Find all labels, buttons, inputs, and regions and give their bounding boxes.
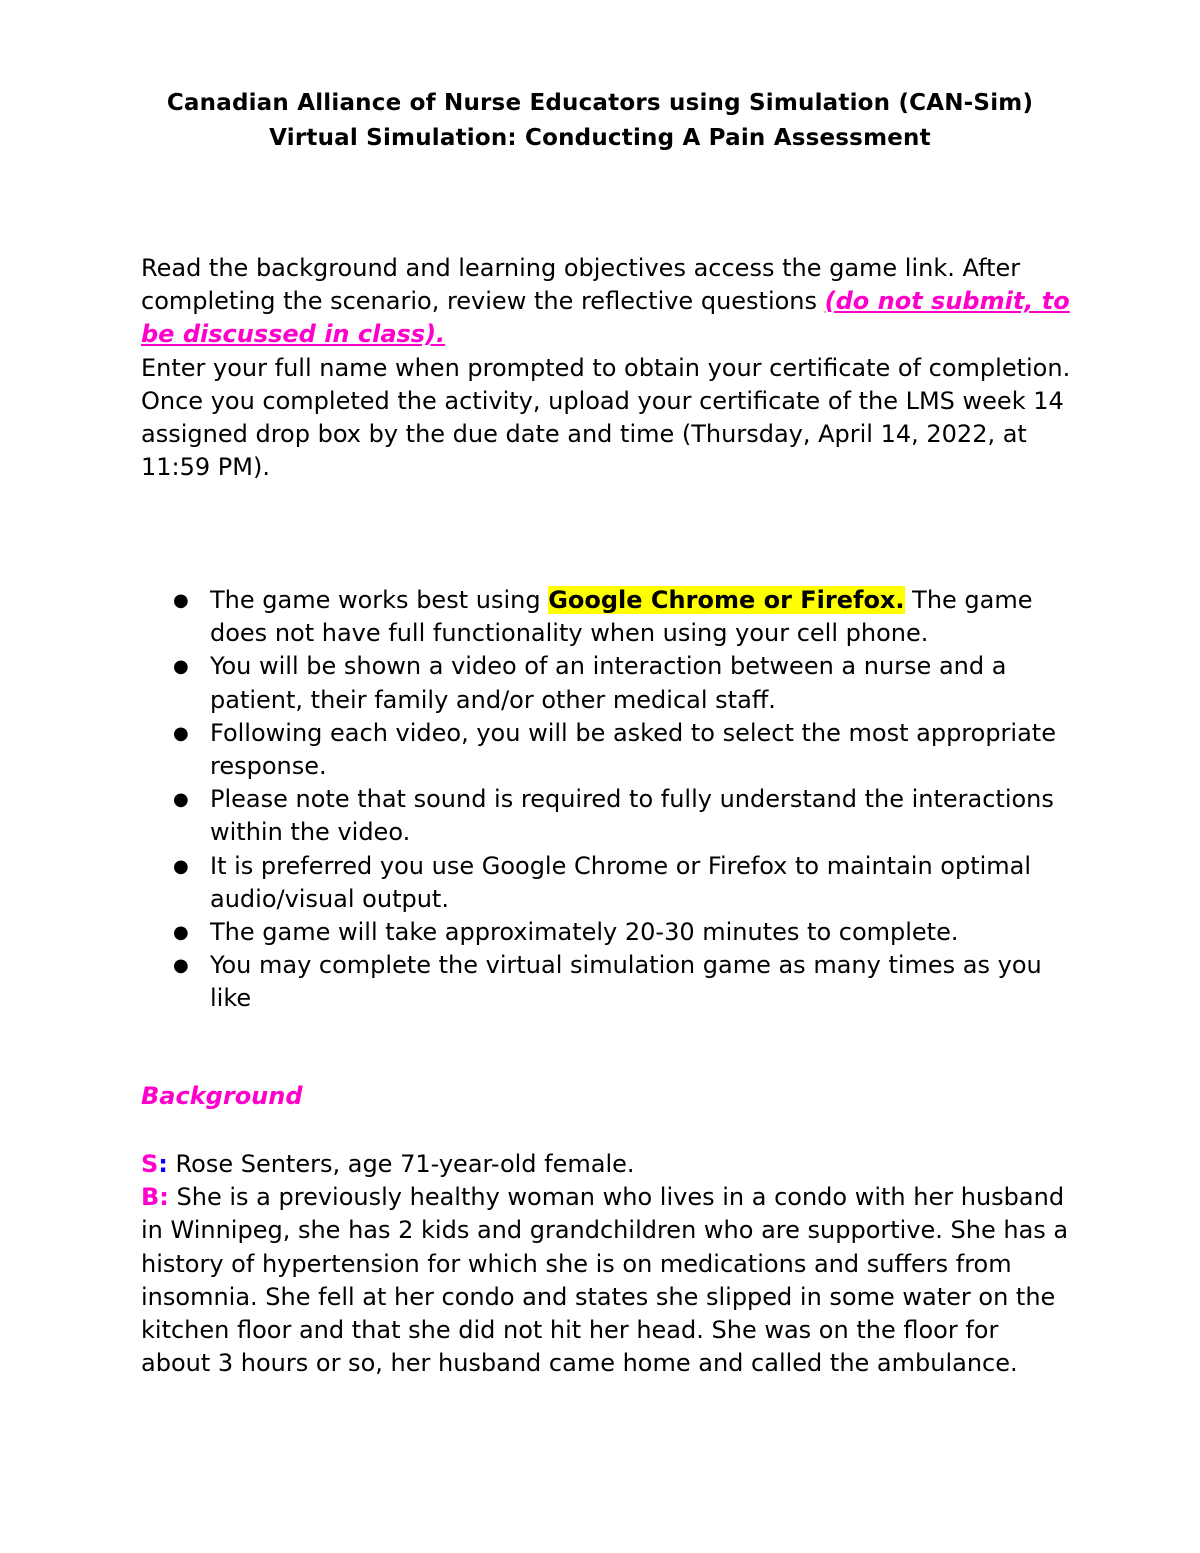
background-paragraph [141, 1148, 1071, 1380]
title-line-1: Canadian Alliance of Nurse Educators using Simulation (CAN-Sim) [166, 90, 1034, 116]
bullet-icon: ● [173, 855, 189, 877]
bullet-icon: ● [173, 590, 189, 611]
instruction-list [141, 584, 1081, 1016]
bullet-icon: ● [173, 789, 189, 811]
list-item [141, 783, 1081, 849]
list-item-text: The game does not have full functionality when using your cell phone. [210, 586, 1033, 648]
bullet-icon: ● [173, 656, 189, 678]
s-label: S [141, 1150, 159, 1178]
title-line-2: Virtual Simulation: Conducting A Pain Assessment [269, 125, 931, 151]
list-item-text: The game will take approximately 20-30 minutes to complete. [210, 918, 959, 947]
list-item [141, 850, 1081, 916]
intro-paragraph [141, 252, 1071, 484]
list-item-text: You will be shown a video of an interaction between a nurse and a patient, their family and/or other medical staff. [210, 652, 1007, 714]
s-text: Rose Senters, age 71-year-old female. [167, 1150, 635, 1178]
list-item [141, 650, 1081, 716]
list-item-text: The game works best using [210, 586, 549, 614]
list-item [141, 717, 1081, 783]
document-title [0, 86, 1200, 156]
b-text: She is a previously healthy woman who lives in a condo with her husband in Winnipeg, she has 2 kids and grandchildren who are supportive. She has a history of hypertension for which she is on medications and suffers from insomnia. She fell at her condo and states she slipped in some water on the kitchen floor and that she did not hit her head. She was on the floor for about 3 hours or so, her husband came home and called the ambulance. [141, 1183, 1069, 1378]
list-item-text: Following each video, you will be asked to select the most appropriate response. [210, 718, 1056, 781]
list-item-text: Please note that sound is required to fully understand the interactions within the video. [210, 785, 1054, 847]
intro-text-1: Read the background and learning objectives access the game link. After completing the scenario, review the reflective questions [141, 254, 1021, 316]
list-item-text: You may complete the virtual simulation game as many times as you like [210, 951, 1042, 1013]
intro-text-2: Enter your full name when prompted to obtain your certificate of completion. Once you completed the activity, upload your certificate of the LMS week 14 assigned drop box by the due date and time (Thursday, April 14, 2022, at 11:59 PM). [141, 353, 1071, 482]
bullet-icon: ● [173, 722, 189, 744]
s-colon: : [158, 1150, 168, 1178]
bullet-icon: ● [173, 922, 189, 944]
highlighted-browsers: Google Chrome or Firefox. [548, 586, 905, 614]
list-item [141, 949, 1081, 1015]
list-item-text: It is preferred you use Google Chrome or Firefox to maintain optimal audio/visual output. [210, 851, 1032, 913]
b-label: B: [141, 1183, 169, 1212]
background-heading: Background [141, 1082, 303, 1110]
list-item [141, 916, 1081, 949]
intro-emphasis: (do not submit, to be discussed in class). [141, 287, 1070, 349]
bullet-icon: ● [173, 955, 189, 977]
list-item [141, 584, 1081, 650]
